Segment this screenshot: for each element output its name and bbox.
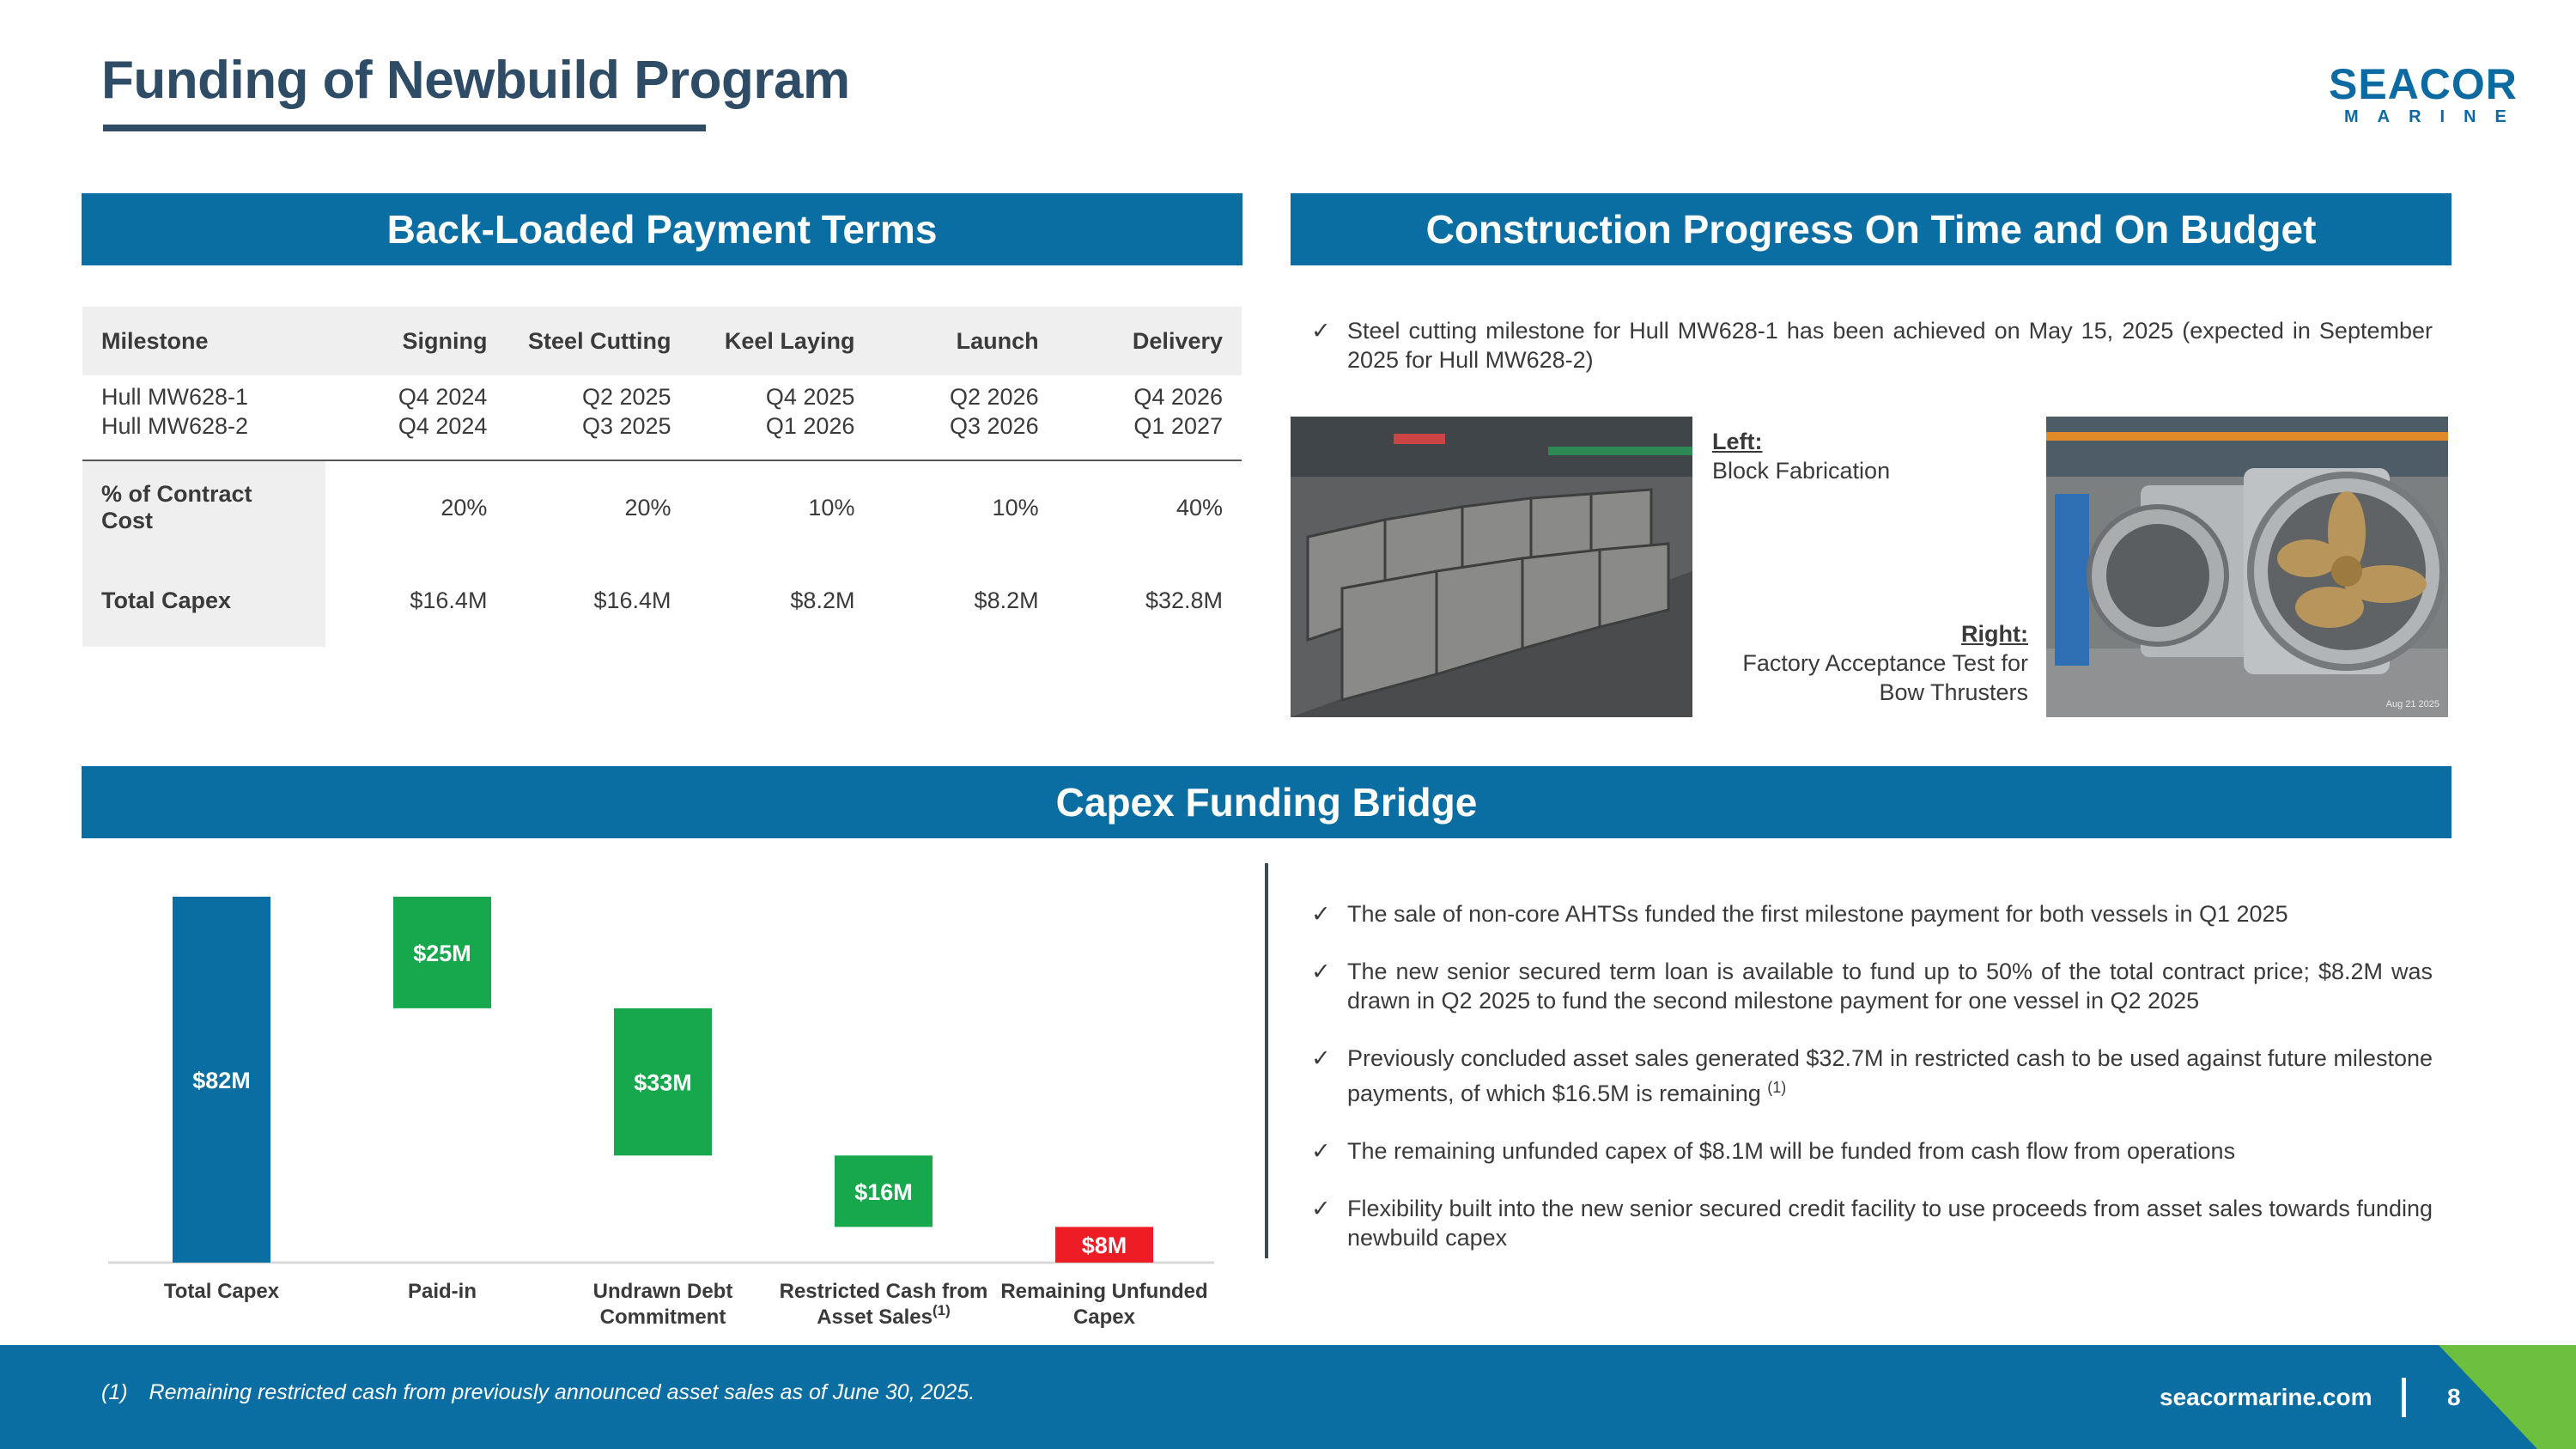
schedule-signing (325, 375, 506, 460)
table-header-row (82, 307, 1242, 375)
table-cell: Q4 2024 (398, 384, 488, 410)
bridge-bullet-text: Previously concluded asset sales generated $32.7M in restricted cash to be used against future milestone payments, of which $16.5M is remaining (1347, 1045, 2433, 1106)
website-link[interactable]: seacormarine.com (2160, 1384, 2372, 1410)
logo-wordmark: SEACOR (2329, 60, 2518, 108)
section-divider (1265, 863, 1268, 1258)
seacor-marine-logo (2329, 60, 2525, 127)
table-row (82, 554, 1242, 647)
table-cell: 10% (873, 460, 1057, 554)
table-header-cell: Milestone (82, 307, 325, 375)
x-axis-category-label: Total Capex (163, 1280, 280, 1303)
bridge-bullet-text: The new senior secured term loan is available to fund up to 50% of the total contract price; $8.2M was drawn in Q2 2025 to fund the second milestone payment for one vessel in Q2 2025 (1347, 959, 2433, 1014)
bar-value-label: $16M (854, 1178, 913, 1205)
photo-date-stamp: Aug 21 2025 (2385, 699, 2439, 709)
bridge-bullet-list (1311, 899, 2433, 1252)
table-cell: Hull MW628-1 (101, 384, 249, 410)
x-axis-category-label: Undrawn Debt Commitment (592, 1280, 733, 1329)
bridge-bullet (1311, 1194, 2433, 1252)
title-underline (103, 125, 706, 131)
footnote-text: Remaining restricted cash from previously announced asset sales as of June 30, 2025. (149, 1380, 975, 1404)
table-cell: Q1 2027 (1133, 413, 1223, 439)
table-cell: 10% (690, 460, 874, 554)
table-header-cell: Keel Laying (690, 307, 874, 375)
bridge-banner: Capex Funding Bridge (82, 766, 2451, 838)
right-caption-text-1: Factory Acceptance Test for (1742, 650, 2028, 676)
table-cell: Q3 2025 (581, 413, 671, 439)
left-caption (1712, 427, 1890, 485)
checkmark-icon: ✓ (1311, 1045, 1331, 1071)
bar-value-label: $82M (192, 1068, 251, 1093)
bridge-bullet (1311, 1136, 2433, 1166)
x-axis-category-label: Paid-in (407, 1280, 477, 1303)
table-row (82, 460, 1242, 554)
checkmark-icon: ✓ (1311, 901, 1331, 927)
table-cell: 20% (325, 460, 506, 554)
schedule-steel-cutting (506, 375, 690, 460)
table-header-cell: Launch (873, 307, 1057, 375)
right-caption (1631, 619, 2028, 707)
logo-subtitle: MARINE (2344, 107, 2525, 126)
bridge-bullet-text: Flexibility built into the new senior secured credit facility to use proceeds from asset sales towards funding newbuild capex (1347, 1196, 2433, 1251)
page-title: Funding of Newbuild Program (101, 51, 850, 110)
bar-value-label: $25M (413, 940, 471, 966)
table-cell: 20% (506, 460, 690, 554)
right-caption-text-2: Bow Thrusters (1879, 679, 2028, 705)
x-axis-category-label: Remaining Unfunded Capex (1000, 1280, 1208, 1329)
table-cell: Q2 2025 (581, 384, 671, 410)
bridge-bullet (1311, 899, 2433, 928)
schedule-keel-laying (690, 375, 874, 460)
table-cell: $16.4M (410, 587, 488, 613)
right-caption-heading: Right: (1961, 621, 2028, 647)
table-row-label: % of Contract Cost (82, 460, 325, 554)
schedule-delivery (1058, 375, 1242, 460)
table-cell: Q2 2026 (950, 384, 1039, 410)
left-caption-heading: Left: (1712, 429, 1763, 454)
payment-terms-table (82, 307, 1242, 647)
left-caption-text: Block Fabrication (1712, 458, 1891, 484)
table-header-cell: Delivery (1058, 307, 1242, 375)
bow-thrusters-image (2046, 417, 2448, 717)
footnote-marker: (1) (1767, 1079, 1787, 1096)
checkmark-icon: ✓ (1311, 1138, 1331, 1164)
payment-terms-banner: Back-Loaded Payment Terms (82, 193, 1242, 265)
checkmark-icon: ✓ (1311, 318, 1331, 344)
bridge-bullet (1311, 957, 2433, 1015)
construction-bullet-text: Steel cutting milestone for Hull MW628-1 has been achieved on May 15, 2025 (expected in September 2025 for Hull MW628-2) (1347, 318, 2433, 373)
table-cell: Hull MW628-2 (101, 413, 249, 439)
footnote-number: (1) (101, 1380, 128, 1404)
page-number: 8 (2447, 1384, 2461, 1410)
table-cell: $8.2M (974, 587, 1039, 613)
table-row-label: Total Capex (82, 554, 325, 647)
bridge-bullet-text: The sale of non-core AHTSs funded the first milestone payment for both vessels in Q1 2025 (1347, 901, 2288, 927)
table-cell: $16.4M (593, 587, 671, 613)
bridge-bullet (1311, 1044, 2433, 1108)
checkmark-icon: ✓ (1311, 959, 1331, 984)
table-cell: 40% (1058, 460, 1242, 554)
checkmark-icon: ✓ (1311, 1196, 1331, 1221)
table-cell: Q4 2025 (765, 384, 855, 410)
bar-value-label: $33M (634, 1069, 692, 1096)
table-header-cell: Steel Cutting (506, 307, 690, 375)
bow-thrusters-photo (2046, 417, 2448, 717)
construction-bullet (1311, 316, 2433, 374)
table-cell: Q3 2026 (950, 413, 1039, 439)
construction-banner: Construction Progress On Time and On Budget (1291, 193, 2451, 265)
table-cell: Q4 2024 (398, 413, 488, 439)
table-cell: Q4 2026 (1133, 384, 1223, 410)
table-cell: Q1 2026 (765, 413, 855, 439)
footnote (101, 1380, 975, 1405)
table-row (82, 375, 1242, 460)
table-cell: $32.8M (1145, 587, 1223, 613)
x-axis-category-label: Restricted Cash from Asset Sales$^{(1)}$ (779, 1280, 988, 1329)
table-cell: $8.2M (790, 587, 855, 613)
capex-funding-bridge-chart (82, 859, 1224, 1340)
hull-names (82, 375, 325, 460)
schedule-launch (873, 375, 1057, 460)
bridge-bullet-text: The remaining unfunded capex of $8.1M will be funded from cash flow from operations (1347, 1138, 2236, 1164)
bar-value-label: $8M (1081, 1233, 1127, 1259)
footer-separator (2402, 1378, 2406, 1417)
bridge-bullet-text-wrap (1347, 1044, 2433, 1108)
table-header-cell: Signing (325, 307, 506, 375)
